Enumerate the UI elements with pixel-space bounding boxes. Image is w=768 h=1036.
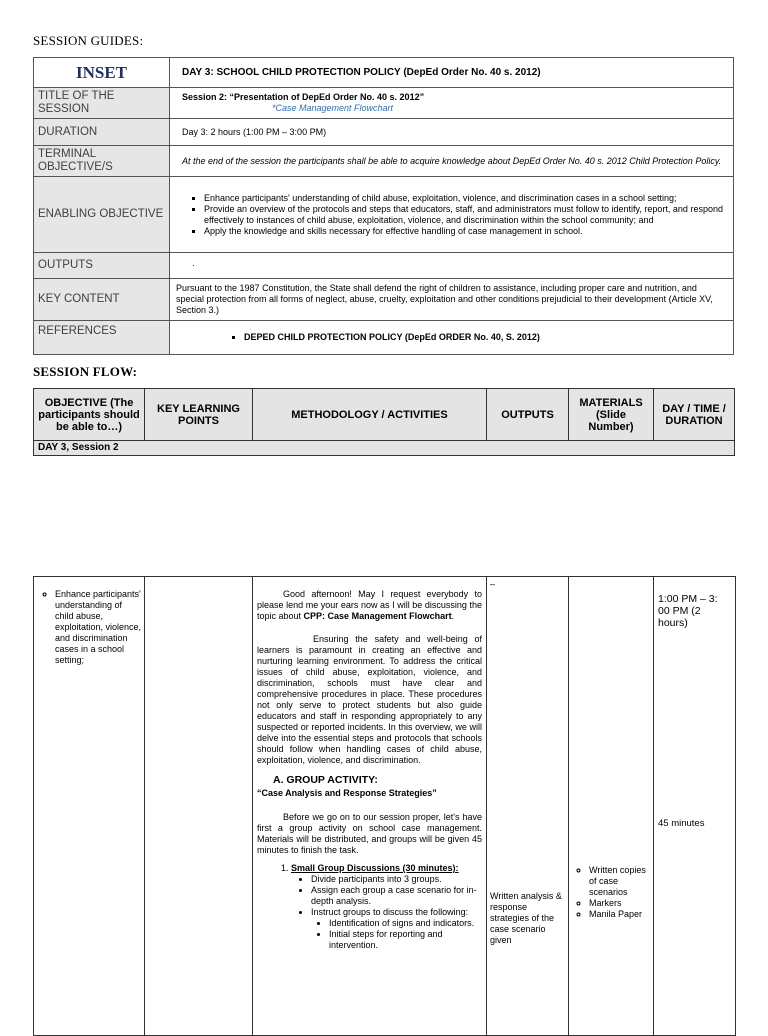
- session-flow-body: [33, 576, 736, 1036]
- time-cell: [654, 577, 736, 1036]
- material-item: ◦ Manila Paper: [589, 909, 649, 920]
- header-outputs: OUTPUTS: [487, 389, 569, 441]
- session-guide-table: [33, 57, 734, 355]
- session-subtitle: *Case Management Flowchart: [272, 103, 394, 113]
- step-item: • Divide participants into 3 groups.: [311, 874, 482, 885]
- references-label: REFERENCES: [34, 321, 170, 355]
- session-guides-heading: SESSION GUIDES:: [33, 33, 144, 48]
- enabling-objective-label: ENABLING OBJECTIVE: [34, 177, 170, 253]
- inset-title: INSET: [34, 58, 170, 88]
- objective-cell: [34, 577, 145, 1036]
- discuss-item: • Initial steps for reporting and intervention.: [329, 929, 482, 951]
- step-item: • Assign each group a case scenario for in-depth analysis.: [311, 885, 482, 907]
- activity-steps: [257, 863, 482, 951]
- terminal-objective-value: At the end of the session the participants shall be able to acquire knowledge about DepEd Order No. 40 s. 2012 Child Protection Policy.: [170, 146, 734, 177]
- reference-item: ▪ DEPED CHILD PROTECTION POLICY (DepEd ORDER No. 40, S. 2012): [244, 332, 723, 343]
- terminal-objective-label: TERMINAL OBJECTIVE/S: [34, 146, 170, 177]
- enabling-item: ▪ Provide an overview of the protocols and steps that educators, staff, and administrators must follow to identify, report, and respond effectively to instances of child abuse, exploitation, violence, and discrimination within the school community; and: [204, 204, 723, 226]
- activity-intro: Before we go on to our session proper, let's have first a group activity on school case management. Materials will be distributed, and groups will be given 45 minutes to finish the task.: [257, 812, 482, 855]
- methodology-cell: [253, 577, 487, 1036]
- header-methodology: METHODOLOGY / ACTIVITIES: [253, 389, 487, 441]
- objective-item: ◦ Enhance participants' understanding of child abuse, exploitation, violence, and discrimination cases in a school setting;: [55, 589, 143, 666]
- key-learning-cell: [145, 577, 253, 1036]
- header-materials: MATERIALS (Slide Number): [569, 389, 654, 441]
- enabling-objective-value: [170, 177, 734, 253]
- topic-name: CPP: Case Management Flowchart: [303, 611, 452, 621]
- outputs-value: ·: [170, 253, 734, 279]
- materials-cell: [569, 577, 654, 1036]
- session-title: Session 2: “Presentation of DepEd Order No. 40 s. 2012”: [182, 92, 425, 102]
- header-day-time: DAY / TIME / DURATION: [654, 389, 735, 441]
- day-title: DAY 3: SCHOOL CHILD PROTECTION POLICY (DepEd Order No. 40 s. 2012): [170, 58, 734, 88]
- title-value-cell: [170, 88, 734, 119]
- material-item: ◦ Written copies of case scenarios: [589, 865, 649, 898]
- day-session-row: DAY 3, Session 2: [34, 441, 735, 456]
- outputs-dash: –: [490, 579, 496, 589]
- enabling-item: ▪ Enhance participants' understanding of child abuse, exploitation, violence, and discrimination cases in a school setting;: [204, 193, 723, 204]
- step-label: Small Group Discussions (30 minutes):: [291, 863, 459, 873]
- outputs-cell: [487, 577, 569, 1036]
- header-objective: OBJECTIVE (The participants should be able to…): [34, 389, 145, 441]
- session-flow-header: [33, 388, 735, 456]
- activity-heading: A. GROUP ACTIVITY:: [273, 774, 378, 786]
- step-item: • Instruct groups to discuss the following: • Identification of signs and indicators. • Initial steps for reporting and intervention.: [311, 907, 482, 951]
- title-label: TITLE OF THE SESSION: [34, 88, 170, 119]
- activity-title: “Case Analysis and Response Strategies”: [257, 788, 437, 798]
- activity-step: [291, 863, 482, 951]
- time-main: 1:00 PM – 3: 00 PM (2 hours): [658, 593, 718, 629]
- outputs-text: Written analysis & response strategies of the case scenario given: [490, 891, 562, 945]
- intro-paragraph: Ensuring the safety and well-being of learners is paramount in creating an effective and nurturing learning environment. To address the critical issues of child abuse, exploitation, violence, and discrimination, schools must have clear and comprehensive procedures in place. These procedures not only serve to protect students but also guide educators and staff in responding appropriately to any suspected or reported incidents. In this overview, we will delve into the essential steps and protocols that schools should follow when handling cases of child abuse, exploitation, violence, and discrimination.: [257, 634, 482, 765]
- header-key-learning: KEY LEARNING POINTS: [145, 389, 253, 441]
- time-activity: 45 minutes: [658, 818, 705, 829]
- outputs-label: OUTPUTS: [34, 253, 170, 279]
- duration-label: DURATION: [34, 119, 170, 146]
- greeting-paragraph: Good afternoon! May I request everybody to please lend me your ears now as I will be discussing the topic about CPP: Case Management Flowchart.: [257, 589, 482, 621]
- duration-value: Day 3: 2 hours (1:00 PM – 3:00 PM): [170, 119, 734, 146]
- enabling-item: ▪ Apply the knowledge and skills necessary for effective handling of case management in school.: [204, 226, 723, 237]
- key-content-value: Pursuant to the 1987 Constitution, the State shall defend the right of children to assistance, including proper care and nutrition, and special protection from all forms of neglect, abuse, cruelty, exploitation and other conditions prejudicial to their development (Article XV, Section 3.): [170, 279, 734, 321]
- key-content-label: KEY CONTENT: [34, 279, 170, 321]
- session-flow-heading: SESSION FLOW:: [33, 364, 138, 379]
- discuss-item: • Identification of signs and indicators.: [329, 918, 482, 929]
- references-value-cell: [170, 321, 734, 355]
- material-item: ◦ Markers: [589, 898, 649, 909]
